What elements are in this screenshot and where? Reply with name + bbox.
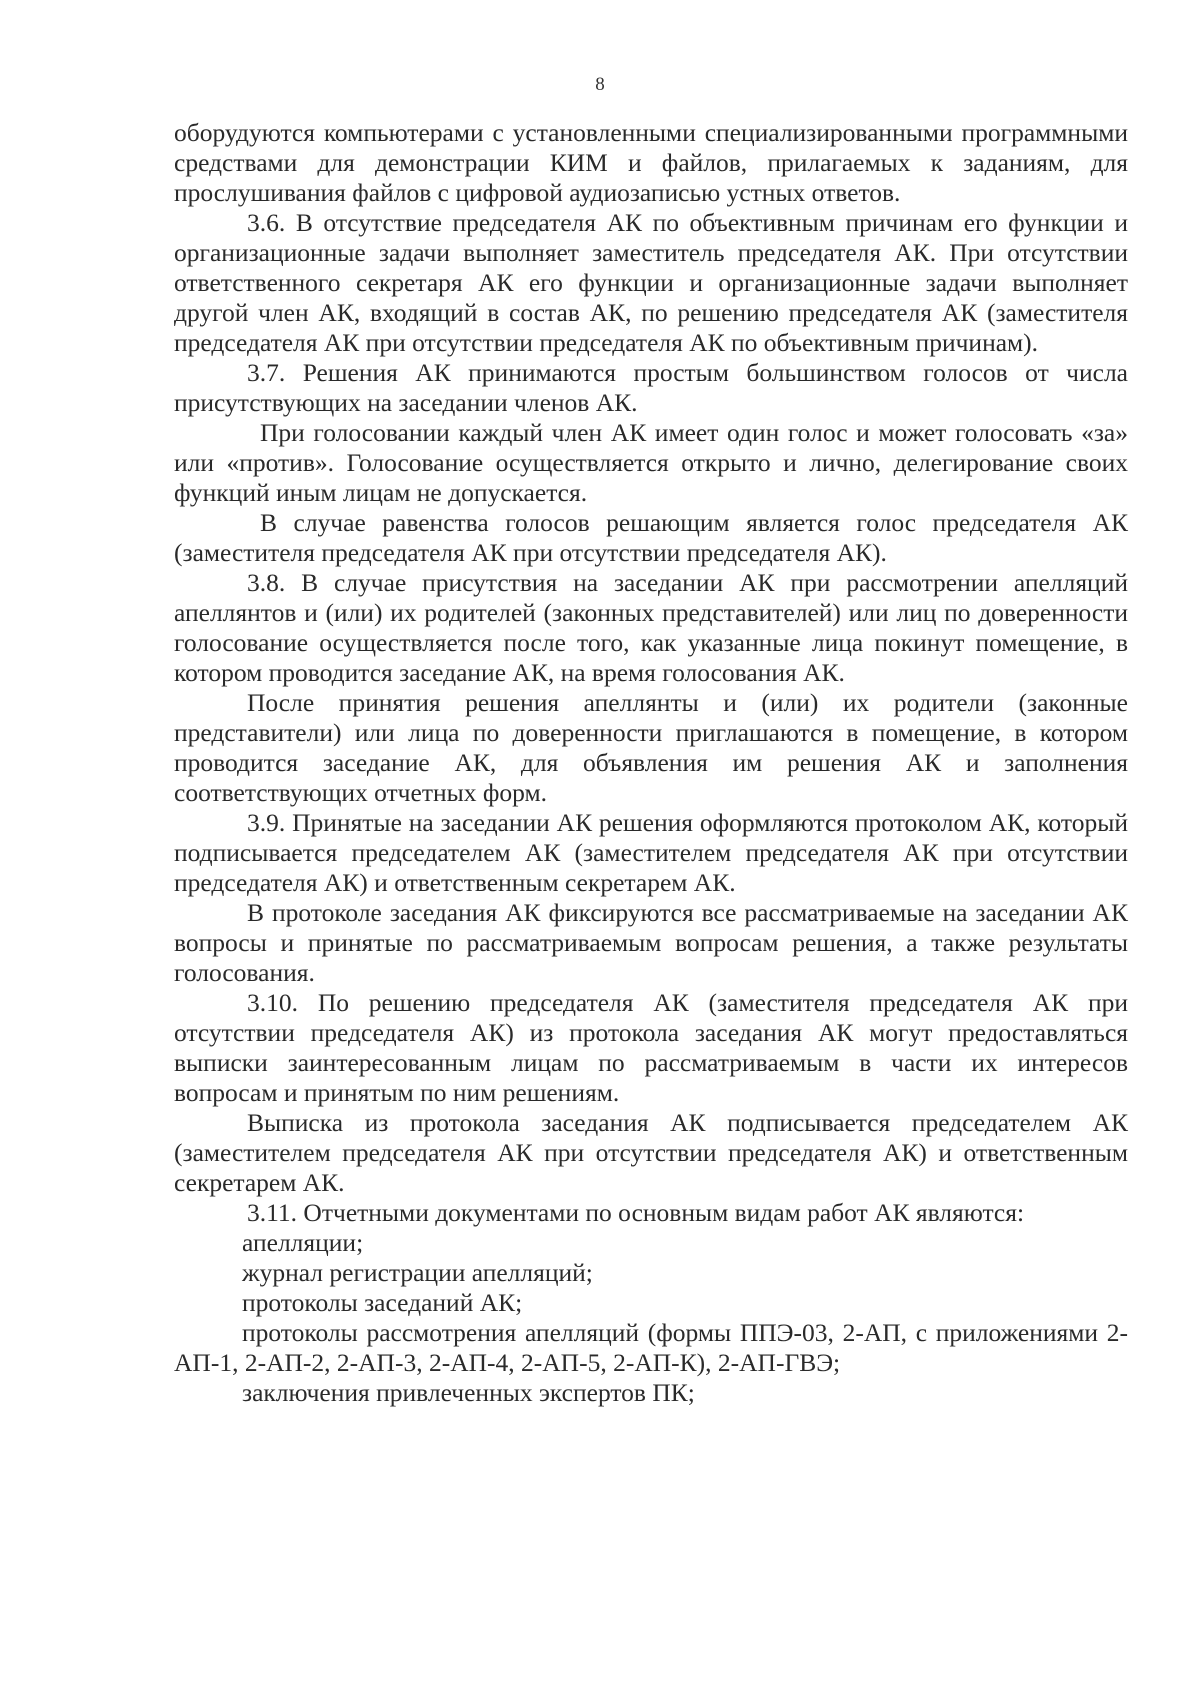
paragraph-extract: Выписка из протокола заседания АК подписывается председателем АК (заместителем председателя АК при отсутствии председателя АК) и ответственным секретарем АК.	[174, 1108, 1128, 1197]
list-item: заключения привлеченных экспертов ПК;	[242, 1378, 695, 1407]
paragraph-3-10: 3.10. По решению председателя АК (заместителя председателя АК при отсутствии председателя АК) из протокола заседания АК могут предоставляться выписки заинтересованным лицам по рассматриваемым в части их интересов вопросам и принятым по ним решениям.	[174, 988, 1128, 1107]
paragraph-3-9: 3.9. Принятые на заседании АК решения оформляются протоколом АК, который подписывается председателем АК (заместителем председателя АК при отсутствии председателя АК) и ответственным секретарем АК.	[174, 808, 1128, 897]
paragraph-3-11: 3.11. Отчетными документами по основным видам работ АК являются:	[247, 1198, 1025, 1227]
list-item: протоколы заседаний АК;	[242, 1288, 523, 1317]
list-item: журнал регистрации апелляций;	[242, 1258, 593, 1287]
document-body	[174, 118, 1128, 1408]
paragraph-protocol: В протоколе заседания АК фиксируются все рассматриваемые на заседании АК вопросы и принятые по рассматриваемым вопросам решения, а также результаты голосования.	[174, 898, 1128, 987]
page-number: 8	[595, 74, 605, 95]
list-item: апелляции;	[242, 1228, 364, 1257]
paragraph-continuation: оборудуются компьютерами с установленными специализированными программными средствами для демонстрации КИМ и файлов, прилагаемых к заданиям, для прослушивания файлов с цифровой аудиозаписью устных ответов.	[174, 118, 1128, 207]
paragraph-3-7: 3.7. Решения АК принимаются простым большинством голосов от числа присутствующих на заседании членов АК.	[174, 358, 1128, 417]
paragraph-3-6: 3.6. В отсутствие председателя АК по объективным причинам его функции и организационные задачи выполняет заместитель председателя АК. При отсутствии ответственного секретаря АК его функции и организационные задачи выполняет другой член АК, входящий в состав АК, по решению председателя АК (заместителя председателя АК при отсутствии председателя АК по объективным причинам).	[174, 208, 1128, 357]
paragraph-voting: При голосовании каждый член АК имеет один голос и может голосовать «за» или «против». Голосование осуществляется открыто и лично, делегирование своих функций иным лицам не допускается.	[174, 418, 1128, 507]
paragraph-tie-vote: В случае равенства голосов решающим является голос председателя АК (заместителя председателя АК при отсутствии председателя АК).	[174, 508, 1128, 567]
paragraph-3-8: 3.8. В случае присутствия на заседании АК при рассмотрении апелляций апеллянтов и (или) их родителей (законных представителей) или лиц по доверенности голосование осуществляется после того, как указанные лица покинут помещение, в котором проводится заседание АК, на время голосования АК.	[174, 568, 1128, 687]
paragraph-after-decision: После принятия решения апеллянты и (или) их родители (законные представители) или лица по доверенности приглашаются в помещение, в котором проводится заседание АК, для объявления им решения АК и заполнения соответствующих отчетных форм.	[174, 688, 1128, 807]
list-item: протоколы рассмотрения апелляций (формы ППЭ-03, 2-АП, с приложениями 2-АП-1, 2-АП-2, 2-АП-3, 2-АП-4, 2-АП-5, 2-АП-К), 2-АП-ГВЭ;	[174, 1318, 1128, 1377]
